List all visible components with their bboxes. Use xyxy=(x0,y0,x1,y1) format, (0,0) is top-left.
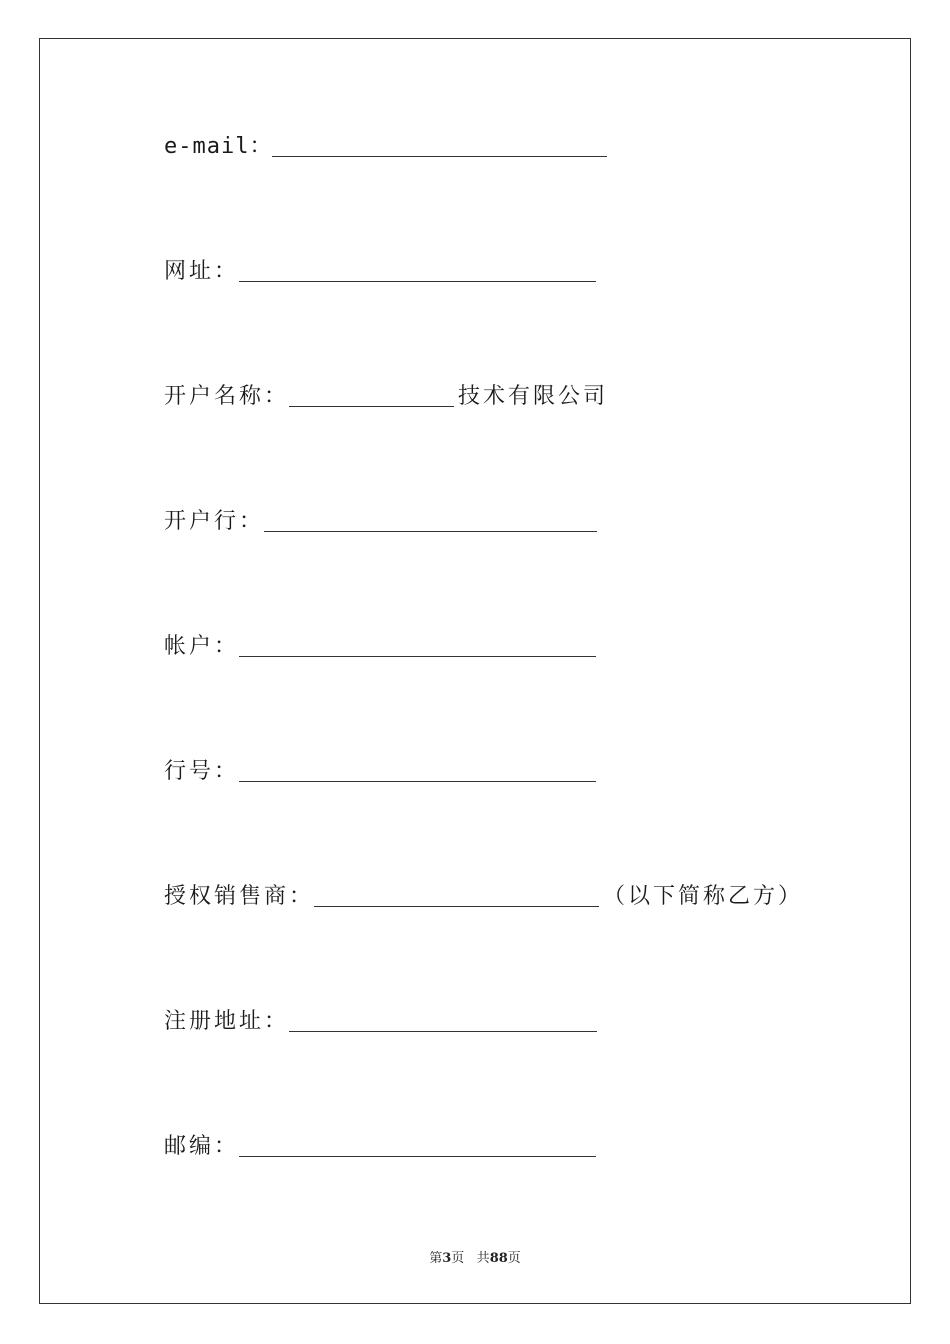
total-prefix: 共 xyxy=(476,1251,490,1266)
postcode-field xyxy=(164,1130,596,1160)
page-border xyxy=(39,38,911,1304)
distributor-field xyxy=(164,880,803,910)
bank-blank[interactable] xyxy=(264,507,597,532)
website-field xyxy=(164,255,596,285)
total-suffix: 页 xyxy=(507,1251,521,1266)
email-label: e-mail： xyxy=(164,134,273,159)
account-name-field xyxy=(164,380,608,410)
registered-address-label: 注册地址： xyxy=(164,1009,290,1034)
page-prefix: 第 xyxy=(429,1251,443,1266)
page-number: 3 xyxy=(442,1251,452,1266)
bank-code-label: 行号： xyxy=(164,759,240,784)
postcode-label: 邮编： xyxy=(164,1134,240,1159)
distributor-suffix: （以下简称乙方） xyxy=(603,884,804,909)
account-name-blank[interactable] xyxy=(289,382,454,407)
account-blank[interactable] xyxy=(239,632,596,657)
distributor-label: 授权销售商： xyxy=(164,884,315,909)
account-name-suffix: 技术有限公司 xyxy=(458,384,609,409)
bank-code-blank[interactable] xyxy=(239,757,596,782)
email-field xyxy=(164,130,607,160)
email-blank[interactable] xyxy=(272,132,607,157)
registered-address-blank[interactable] xyxy=(289,1007,597,1032)
website-blank[interactable] xyxy=(239,257,596,282)
total-pages: 88 xyxy=(489,1251,508,1266)
account-label: 帐户： xyxy=(164,634,240,659)
distributor-blank[interactable] xyxy=(314,882,599,907)
website-label: 网址： xyxy=(164,259,240,284)
account-field xyxy=(164,630,596,660)
bank-code-field xyxy=(164,755,596,785)
registered-address-field xyxy=(164,1005,597,1035)
bank-field xyxy=(164,505,597,535)
account-name-label: 开户名称： xyxy=(164,384,290,409)
postcode-blank[interactable] xyxy=(239,1132,596,1157)
page-suffix: 页 xyxy=(451,1251,465,1266)
page-footer xyxy=(0,1247,950,1266)
bank-label: 开户行： xyxy=(164,509,265,534)
